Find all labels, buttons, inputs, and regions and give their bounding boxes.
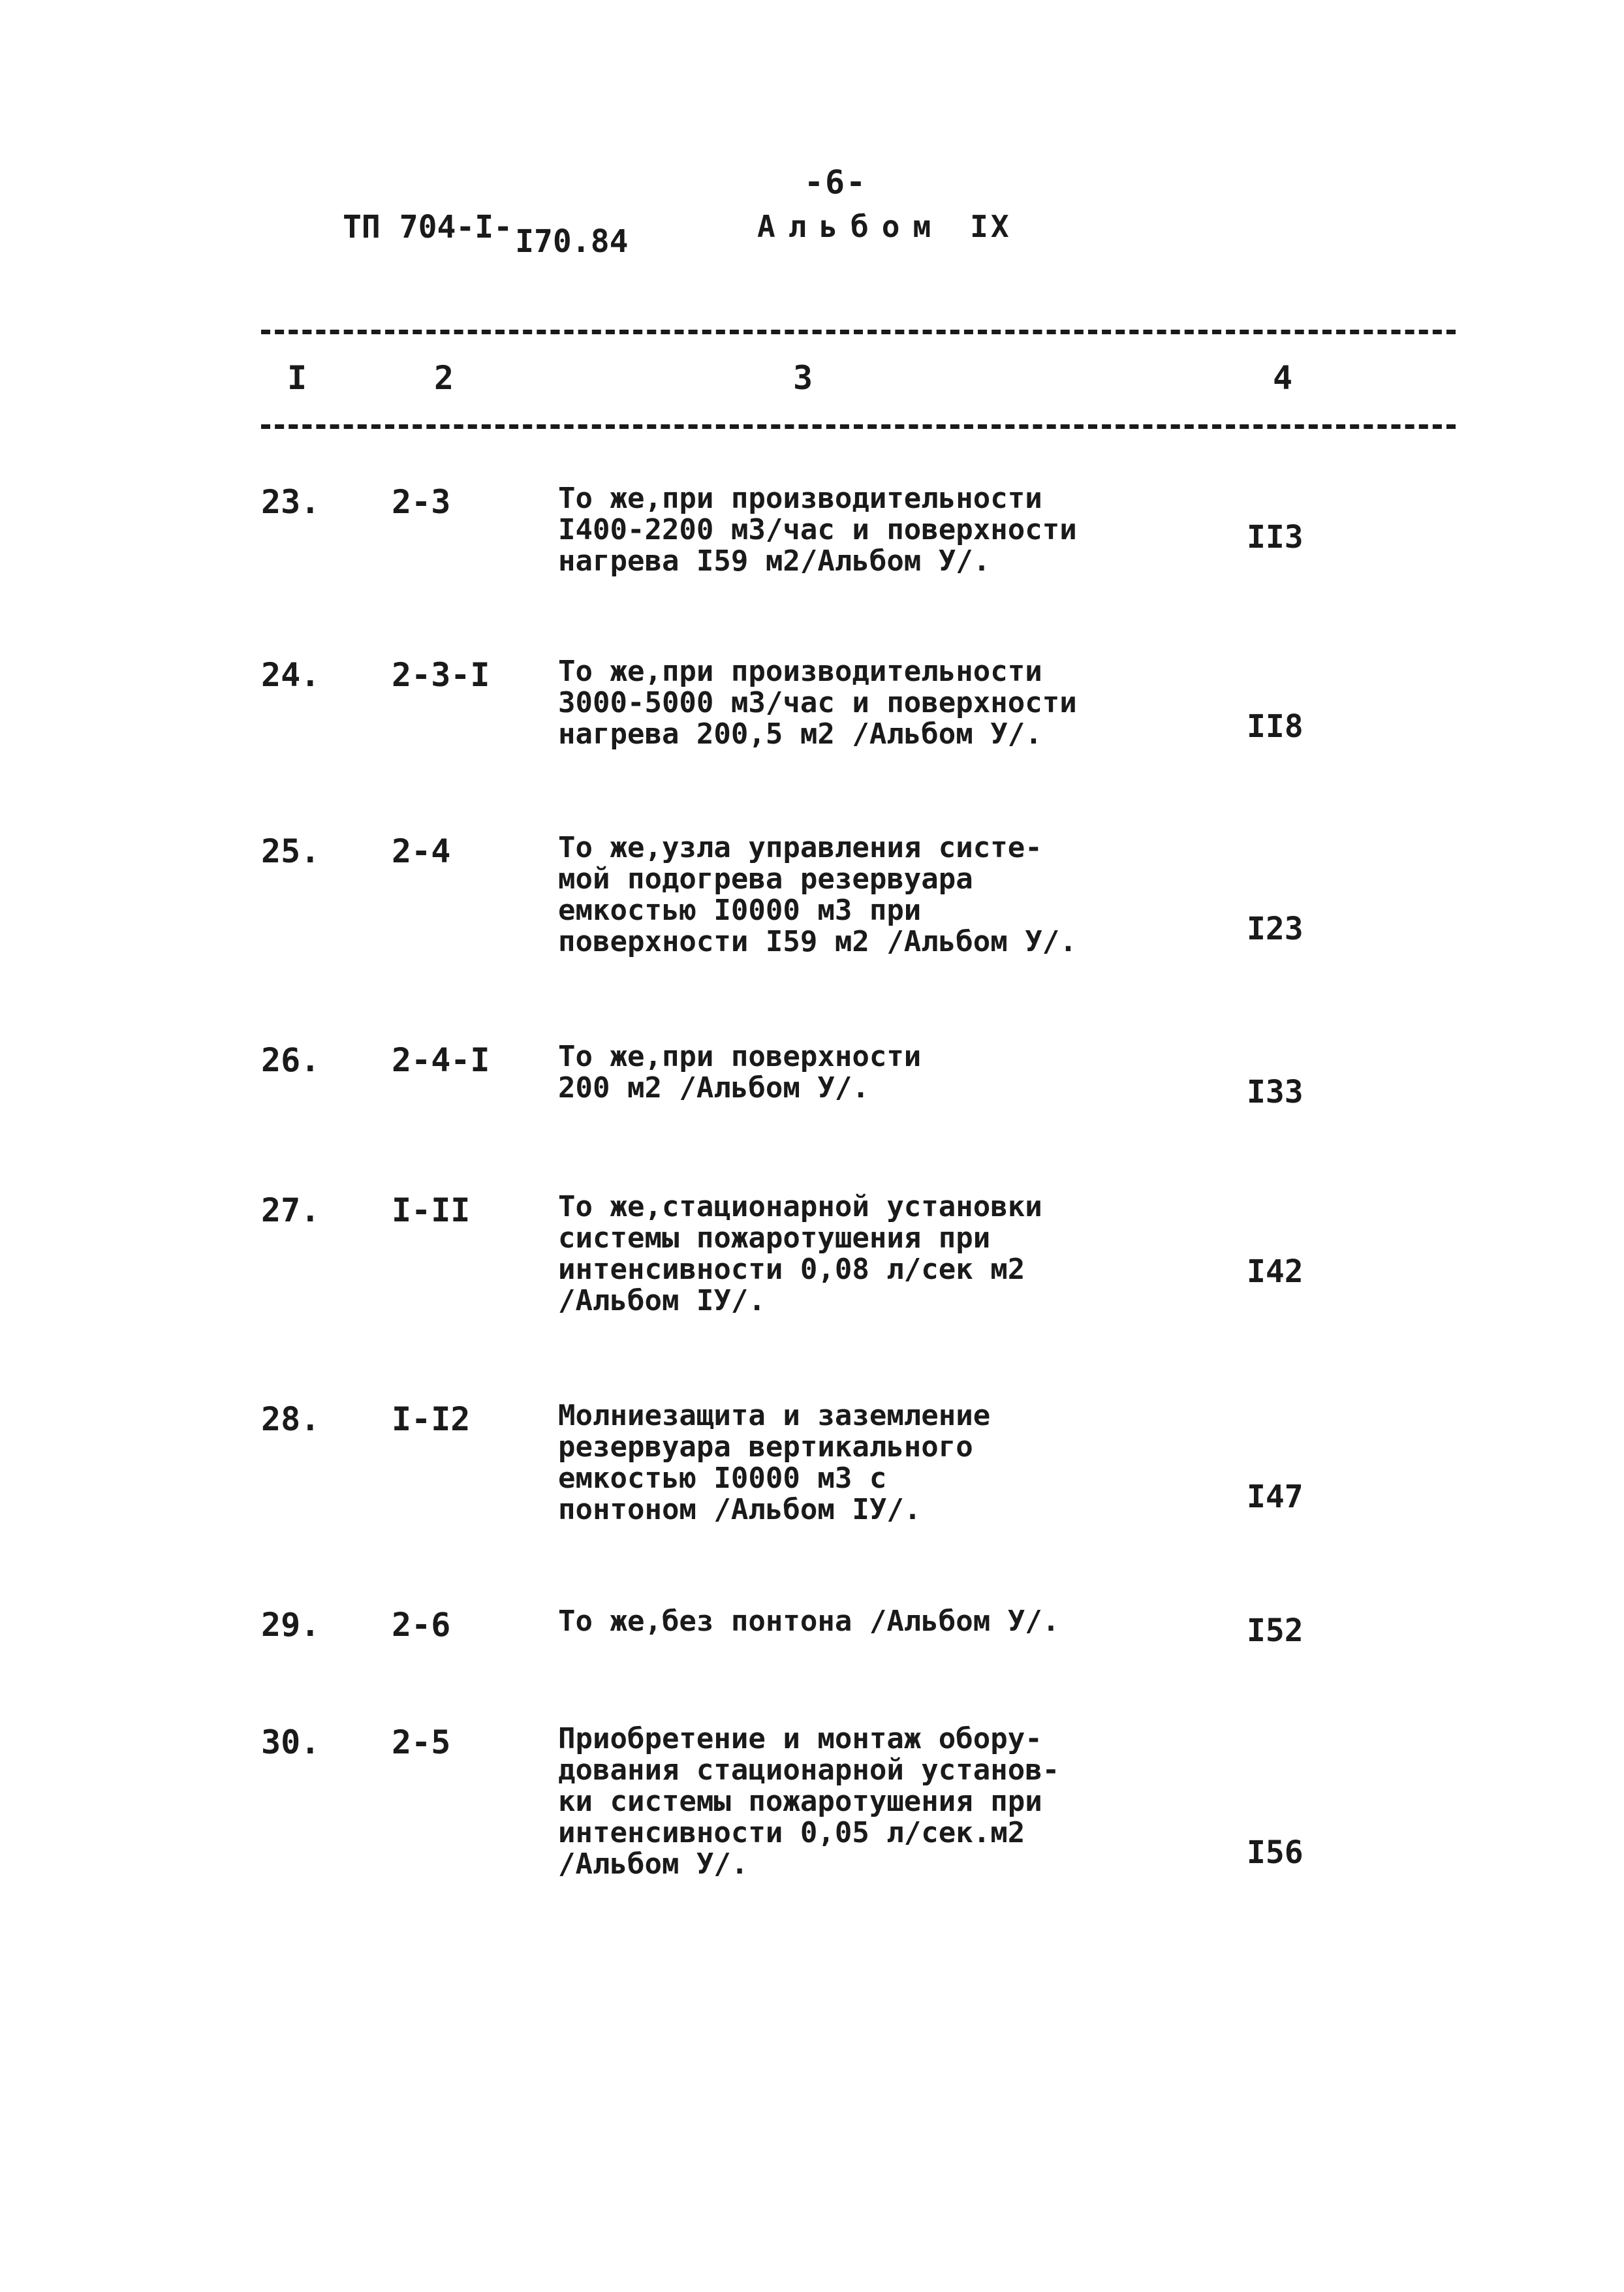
row-number: 29. xyxy=(261,1606,320,1644)
row-description: То же,при производительности I400-2200 м3/час и поверхности нагрева I59 м2/Альбом У/. xyxy=(558,482,1077,578)
album-number: IX xyxy=(970,209,1012,244)
row-code: 2-6 xyxy=(392,1606,451,1644)
column-header-4: 4 xyxy=(1273,359,1293,397)
album-title xyxy=(757,209,1012,244)
document-code-suffix: I70.84 xyxy=(515,223,629,260)
row-page: II3 xyxy=(1247,519,1304,556)
row-code: 2-4 xyxy=(392,832,451,870)
row-description: Приобретение и монтаж обору- дования стационарной установ- ки системы пожаротушения при интенсивности 0,05 л/сек.м2 /Альбом У/. xyxy=(558,1722,1060,1881)
document-code-main: ТП 704-I- xyxy=(343,209,513,245)
row-page: I47 xyxy=(1247,1479,1304,1515)
row-description: То же,при поверхности 200 м2 /Альбом У/. xyxy=(558,1040,922,1105)
row-page: I52 xyxy=(1247,1612,1304,1649)
column-header-2: 2 xyxy=(434,359,454,397)
row-code: 2-3-I xyxy=(392,656,490,694)
row-description: То же,узла управления систе- мой подогрева резервуара емкостью I0000 м3 при поверхности I59 м2 /Альбом У/. xyxy=(558,831,1077,958)
row-number: 24. xyxy=(261,656,320,694)
row-description: Молниезащита и заземление резервуара вертикального емкостью I0000 м3 с понтоном /Альбом IУ/. xyxy=(558,1399,991,1526)
column-header-1: I xyxy=(287,359,307,397)
document-code xyxy=(343,209,629,260)
row-number: 26. xyxy=(261,1041,320,1079)
table-top-rule xyxy=(261,330,1456,334)
row-page: I23 xyxy=(1247,911,1304,947)
row-number: 30. xyxy=(261,1723,320,1761)
row-code: 2-4-I xyxy=(392,1041,490,1079)
row-code: 2-3 xyxy=(392,483,451,521)
row-description: То же,без понтона /Альбом У/. xyxy=(558,1605,1060,1638)
row-description: То же,при производительности 3000-5000 м3/час и поверхности нагрева 200,5 м2 /Альбом У/. xyxy=(558,655,1077,751)
row-code: I-II xyxy=(392,1191,471,1229)
column-header-3: 3 xyxy=(793,359,813,397)
row-page: II8 xyxy=(1247,708,1304,745)
row-number: 25. xyxy=(261,832,320,870)
row-description: То же,стационарной установки системы пожаротушения при интенсивности 0,08 л/сек м2 /Альбом IУ/. xyxy=(558,1190,1042,1317)
row-code: I-I2 xyxy=(392,1400,471,1438)
row-code: 2-5 xyxy=(392,1723,451,1761)
page-number: -6- xyxy=(804,163,867,201)
row-number: 23. xyxy=(261,483,320,521)
row-number: 27. xyxy=(261,1191,320,1229)
album-label: Альбом xyxy=(757,209,945,244)
row-page: I56 xyxy=(1247,1834,1304,1871)
table-header-rule xyxy=(261,424,1456,429)
row-number: 28. xyxy=(261,1400,320,1438)
row-page: I42 xyxy=(1247,1253,1304,1290)
row-page: I33 xyxy=(1247,1074,1304,1110)
